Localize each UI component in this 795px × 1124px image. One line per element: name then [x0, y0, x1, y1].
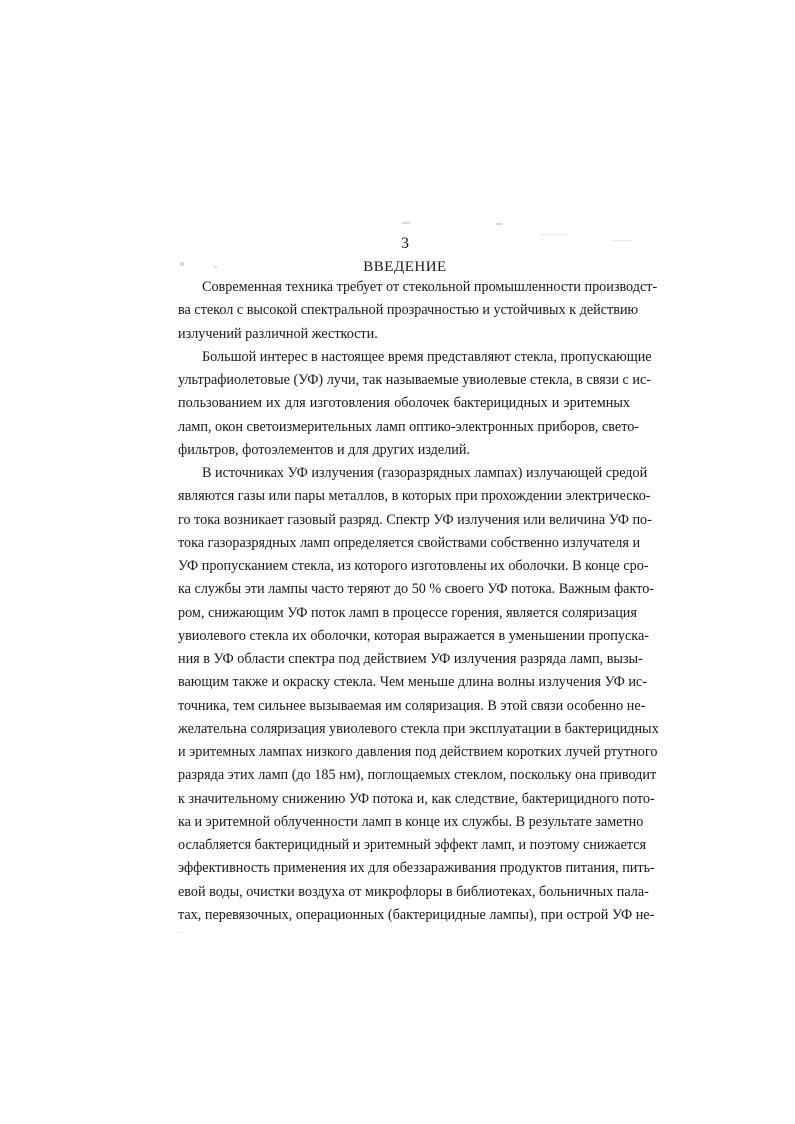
- body-text: [178, 276, 659, 927]
- text-line: Современная техника требует от стекольной промышленности производст-: [202, 279, 658, 295]
- text-line: ром, снижающим УФ поток ламп в процессе горения, является соляризация: [178, 604, 637, 621]
- text-line: ния в УФ области спектра под действием УФ излучения разряда ламп, вызы-: [178, 651, 643, 667]
- text-line: ламп, окон светоизмерительных ламп оптико-электронных приборов, свето-: [178, 418, 640, 435]
- scan-speck: [178, 932, 184, 933]
- text-line: вающим также и окраску стекла. Чем меньше длина волны излучения УФ ис-: [178, 674, 647, 691]
- text-line: пользованием их для изготовления оболочек бактерицидных и эритемных: [178, 395, 630, 412]
- text-line: тока газоразрядных ламп определяется свойствами собственно излучателя и: [178, 534, 641, 551]
- scan-speck: [402, 222, 410, 224]
- text-line: фильтров, фотоэлементов и для других изделий.: [178, 441, 471, 458]
- text-line: ва стекол с высокой спектральной прозрачностью и устойчивых к действию: [178, 302, 639, 319]
- text-line: ультрафиолетовые (УФ) лучи, так называемые увиолевые стекла, в связи с ис-: [178, 372, 651, 388]
- text-line: Большой интерес в настоящее время представляют стекла, пропускающие: [202, 348, 652, 365]
- text-line: ка службы эти лампы часто теряют до 50 % своего УФ потока. Важным факто-: [178, 581, 655, 598]
- text-line: го тока возникает газовый разряд. Спектр УФ излучения или величина УФ по-: [178, 511, 652, 528]
- text-line: ослабляется бактерицидный и эритемный эффект ламп, и поэтому снижается: [178, 837, 647, 853]
- text-line: разряда этих ламп (до 185 нм), поглощаемых стеклом, поскольку она приводит: [178, 767, 657, 784]
- text-line: желательна соляризация увиолевого стекла при эксплуатации в бактерицидных: [178, 720, 659, 737]
- text-line: точника, тем сильнее вызываемая им соляризация. В этой связи особенно не-: [178, 697, 646, 714]
- scan-speck: [496, 223, 502, 225]
- text-line: В источниках УФ излучения (газоразрядных лампах) излучающей средой: [202, 465, 648, 481]
- text-line: увиолевого стекла их оболочки, которая выражается в уменьшении пропуска-: [178, 627, 649, 644]
- text-line: ка и эритемной облученности ламп в конце их службы. В результате заметно: [178, 813, 644, 830]
- text-line: являются газы или пары металлов, в которых при прохождении электрическо-: [178, 488, 651, 505]
- text-line: УФ пропусканием стекла, из которого изготовлены их оболочки. В конце сро-: [178, 558, 649, 574]
- page-heading: ВВЕДЕНИЕ: [363, 259, 447, 275]
- text-line: эффективность применения их для обеззараживания продуктов питания, пить-: [178, 860, 655, 877]
- text-line: излучений различной жесткости.: [178, 325, 378, 342]
- text-line: тах, перевязочных, операционных (бактерицидные лампы), при острой УФ не-: [178, 906, 655, 923]
- text-line: евой воды, очистки воздуха от микрофлоры в библиотеках, больничных пала-: [178, 883, 649, 900]
- text-line: к значительному снижению УФ потока и, как следствие, бактерицидного пото-: [178, 790, 655, 807]
- page-number: 3: [401, 235, 409, 252]
- text-line: и эритемных лампах низкого давления под действием коротких лучей ртутного: [178, 744, 658, 760]
